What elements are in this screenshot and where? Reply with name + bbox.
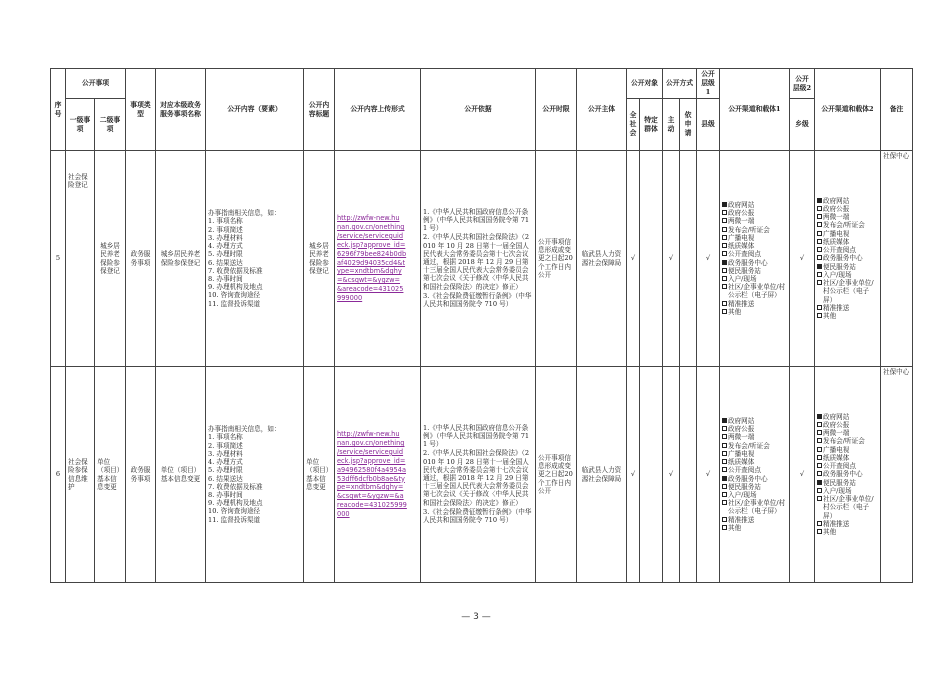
row-method-apply — [680, 367, 697, 583]
content-item: 7. 收费依据及标准 — [208, 482, 263, 491]
basis-item: 3.《社会保险费征缴暂行条例》（中华人民共和国国务院令 710 号） — [423, 291, 532, 309]
row-service-name: 城乡居民养老保险参保登记 — [156, 151, 206, 367]
row-township: √ — [790, 151, 815, 367]
disclosure-table — [50, 68, 913, 583]
checkbox-icon — [817, 280, 822, 285]
checkbox-icon — [722, 467, 727, 472]
checkbox-icon — [817, 447, 822, 452]
row-seq: 6 — [51, 367, 66, 583]
content-item: 6. 结果送达 — [208, 474, 243, 483]
header-method-group: 公开方式 — [663, 69, 697, 99]
content-item: 2. 事项简述 — [208, 441, 243, 450]
channel-label: 政务服务中心 — [823, 470, 863, 479]
checkbox-icon — [722, 476, 727, 481]
link-line: http://zwfw-new.hu — [337, 430, 400, 439]
channel1-item — [722, 516, 787, 524]
row-seq: 5 — [51, 151, 66, 367]
channel2-item — [817, 528, 878, 536]
checkbox-icon — [817, 488, 822, 493]
channel-label: 广播电视 — [823, 229, 850, 238]
checkbox-icon — [722, 235, 727, 240]
checkbox-icon — [722, 227, 727, 232]
channel-label: 入户/现场 — [728, 490, 757, 499]
link-line: http://zwfw-new.hu — [337, 214, 400, 223]
channel1-item — [722, 491, 787, 499]
channel-label: 政府公报 — [823, 204, 850, 213]
checkbox-icon — [722, 418, 727, 423]
link-line: 53dff6dcfb0b8ae&ty — [337, 474, 405, 483]
header-target-all: 全社会 — [627, 99, 640, 151]
row-target-all: √ — [627, 367, 640, 583]
channel1-政府网站 — [722, 201, 787, 209]
checkbox-icon — [817, 430, 822, 435]
row-target-specific — [640, 367, 663, 583]
channel-label: 两微一端 — [728, 433, 755, 442]
channel2-item — [817, 421, 878, 429]
header-service-name: 对应本级政务服务事项名称 — [156, 69, 206, 151]
channel-label: 政务服务中心 — [728, 258, 768, 267]
content-item: 11. 监督投诉渠道 — [208, 515, 261, 524]
checkbox-icon — [817, 521, 822, 526]
channel-label: 发布会/听证会 — [728, 441, 770, 450]
checkbox-icon — [817, 414, 822, 419]
header-target-specific: 特定群体 — [640, 99, 663, 151]
header-level2-scope-sub: 乡级 — [790, 99, 815, 151]
link-line: /service/serviceguid — [337, 231, 404, 240]
channel2-item — [817, 254, 878, 262]
row-channel2 — [815, 367, 881, 583]
row-content-title: 城乡居民养老保险参保登记 — [304, 151, 335, 367]
checkbox-icon — [722, 426, 727, 431]
channel-label: 发布会/听证会 — [823, 437, 865, 446]
row-county: √ — [697, 367, 720, 583]
row-target-all: √ — [627, 151, 640, 367]
link-line: 999000 — [337, 294, 363, 303]
row-link-cell — [335, 151, 421, 367]
checkbox-icon — [722, 260, 727, 265]
link-line: eck.jsp?approve_id= — [337, 240, 406, 249]
channel2-item — [817, 437, 878, 445]
row-level1: 社会保险参保信息维护 — [66, 367, 95, 583]
channel-label: 便民服务站 — [728, 482, 761, 491]
checkbox-icon — [817, 222, 822, 227]
checkbox-icon — [817, 264, 822, 269]
header-channel2: 公开渠道和载体2 — [815, 69, 881, 151]
content-item: 1. 事项名称 — [208, 217, 243, 226]
checkbox-icon — [817, 272, 822, 277]
row-subject: 临武县人力资源社会保障局 — [577, 151, 627, 367]
header-level2-scope: 公开层级2 — [790, 69, 815, 99]
checkbox-icon — [817, 422, 822, 427]
channel1-item — [722, 475, 787, 483]
row-basis — [421, 367, 536, 583]
channel2-item — [817, 263, 878, 271]
link-line: nan.gov.cn/onething — [337, 438, 405, 447]
row-level1: 社会保险登记 — [66, 151, 95, 367]
channel-label: 便民服务站 — [823, 262, 856, 271]
checkbox-icon — [817, 529, 822, 534]
checkbox-icon — [722, 309, 727, 314]
channel-label: 政府公报 — [728, 209, 755, 218]
content-item: 3. 办理材料 — [208, 233, 243, 242]
channel1-item — [722, 466, 787, 474]
row-remark: 社保中心 — [881, 151, 913, 367]
channel1-item — [722, 417, 787, 425]
channel2-item — [817, 520, 878, 528]
checkbox-icon — [722, 484, 727, 489]
channel-label: 纸质媒体 — [728, 242, 755, 251]
content-item: 4. 办理方式 — [208, 458, 243, 467]
row-county: √ — [697, 151, 720, 367]
channel-label: 社区/企事业单位/村公示栏（电子屏） — [728, 499, 786, 516]
channel-label: 其他 — [728, 523, 742, 532]
channel1-item — [722, 499, 787, 515]
link-line: nan.gov.cn/onething — [337, 222, 405, 231]
channel-label: 纸质媒体 — [728, 458, 755, 467]
row-service-name: 单位（项目）基本信息变更 — [156, 367, 206, 583]
checkbox-icon — [722, 268, 727, 273]
service-guide-link[interactable] — [337, 430, 418, 519]
content-item: 6. 结果送达 — [208, 258, 243, 267]
channel-label: 政务服务中心 — [823, 254, 863, 263]
channel2-item — [817, 479, 878, 487]
content-item: 9. 办理机构及地点 — [208, 283, 263, 292]
channel2-item — [817, 205, 878, 213]
channel-label: 两微一端 — [823, 213, 850, 222]
header-item-type: 事项类型 — [126, 69, 156, 151]
header-target-group: 公开对象 — [627, 69, 663, 99]
channel-label: 公开查阅点 — [728, 466, 761, 475]
channel1-item — [722, 450, 787, 458]
content-item: 8. 办事时间 — [208, 274, 243, 283]
link-line: ype=xndtbm&dghy — [337, 267, 402, 276]
content-item: 10. 咨询查询途径 — [208, 507, 261, 516]
checkbox-icon — [722, 517, 727, 522]
channel-label: 便民服务站 — [728, 266, 761, 275]
checkbox-icon — [817, 206, 822, 211]
content-item: 2. 事项简述 — [208, 225, 243, 234]
channel2-item — [817, 495, 878, 520]
checkbox-icon — [722, 210, 727, 215]
channel-label: 政府公报 — [823, 420, 850, 429]
basis-item: 1.《中华人民共和国政府信息公开条例》（中华人民共和国国务院令第 711 号） — [423, 207, 530, 233]
header-remark: 备注 — [881, 69, 913, 151]
content-intro: 办事指南相关信息，如： — [208, 209, 281, 218]
channel-label: 公开查阅点 — [728, 250, 761, 259]
link-line: a94962580f4a4954a — [337, 465, 406, 474]
checkbox-icon — [817, 471, 822, 476]
channel1-item — [722, 267, 787, 275]
checkbox-icon — [722, 202, 727, 207]
link-line: =&csqwt=&ygzw= — [337, 276, 401, 285]
channel-label: 其他 — [823, 528, 837, 537]
channel1-item — [722, 308, 787, 316]
content-item: 8. 办事时间 — [208, 490, 243, 499]
channel-label: 两微一端 — [728, 217, 755, 226]
link-line: /service/serviceguid — [337, 447, 404, 456]
row-level2: 城乡居民养老保险参保登记 — [95, 151, 126, 367]
channel1-item — [722, 283, 787, 299]
checkbox-icon — [817, 247, 822, 252]
channel-label: 社区/企事业单位/村公示栏（电子屏） — [728, 283, 786, 300]
row-content — [206, 367, 304, 583]
link-line: reacode=431025999 — [337, 501, 407, 510]
checkbox-icon — [722, 459, 727, 464]
checkbox-icon — [722, 301, 727, 306]
checkbox-icon — [722, 451, 727, 456]
channel-label: 入户/现场 — [823, 270, 852, 279]
header-seq: 序号 — [51, 69, 66, 151]
content-item: 5. 办理时限 — [208, 466, 243, 475]
channel-label: 入户/现场 — [728, 274, 757, 283]
header-method-active: 主动 — [663, 99, 680, 151]
content-intro: 办事指南相关信息，如： — [208, 425, 281, 434]
channel-label: 政府网站 — [823, 196, 850, 205]
header-content: 公开内容（要素） — [206, 69, 304, 151]
checkbox-icon — [722, 443, 727, 448]
content-item: 10. 咨询查询途径 — [208, 291, 261, 300]
header-level1-scope-sub: 县级 — [697, 99, 720, 151]
row-item-type: 政务服务事项 — [126, 151, 156, 367]
channel-label: 入户/现场 — [823, 486, 852, 495]
channel-label: 社区/企事业单位/村公示栏（电子屏） — [823, 279, 874, 304]
channel-label: 广播电视 — [728, 449, 755, 458]
channel1-item — [722, 483, 787, 491]
content-item: 5. 办理时限 — [208, 250, 243, 259]
header-level2: 二级事项 — [95, 99, 126, 151]
checkbox-icon — [817, 239, 822, 244]
checkbox-icon — [722, 218, 727, 223]
channel-label: 公开查阅点 — [823, 246, 856, 255]
header-subject: 公开主体 — [577, 69, 627, 151]
header-items-group: 公开事项 — [66, 69, 126, 99]
channel1-item — [722, 250, 787, 258]
channel1-item — [722, 300, 787, 308]
table-row — [51, 151, 913, 367]
header-basis: 公开依据 — [421, 69, 536, 151]
content-item: 7. 收费依据及标准 — [208, 266, 263, 275]
row-content — [206, 151, 304, 367]
channel-label: 政府公报 — [728, 425, 755, 434]
service-guide-link[interactable] — [337, 214, 418, 303]
link-line: pe=xndtbm&dghy= — [337, 483, 404, 492]
checkbox-icon — [817, 198, 822, 203]
channel-label: 公开查阅点 — [823, 462, 856, 471]
row-link-cell — [335, 367, 421, 583]
header-content-title: 公开内容标题 — [304, 69, 335, 151]
channel-label: 广播电视 — [728, 233, 755, 242]
checkbox-icon — [722, 500, 727, 505]
channel2-item — [817, 454, 878, 462]
checkbox-icon — [817, 463, 822, 468]
checkbox-icon — [817, 313, 822, 318]
channel-label: 精准推送 — [823, 519, 850, 528]
channel1-item — [722, 217, 787, 225]
row-target-specific — [640, 151, 663, 367]
channel-label: 政府网站 — [823, 412, 850, 421]
channel-label: 便民服务站 — [823, 478, 856, 487]
header-channel1: 公开渠道和载体1 — [720, 69, 790, 151]
channel2-item — [817, 470, 878, 478]
checkbox-icon — [722, 243, 727, 248]
channel-label: 政府网站 — [728, 200, 755, 209]
checkbox-icon — [817, 214, 822, 219]
header-time-limit: 公开时限 — [536, 69, 577, 151]
channel1-item — [722, 234, 787, 242]
content-item: 9. 办理机构及地点 — [208, 499, 263, 508]
channel-label: 政务服务中心 — [728, 474, 768, 483]
channel1-item — [722, 275, 787, 283]
checkbox-icon — [722, 284, 727, 289]
checkbox-icon — [817, 255, 822, 260]
channel-label: 精准推送 — [728, 299, 755, 308]
content-item: 4. 办理方式 — [208, 242, 243, 251]
row-subject: 临武县人力资源社会保障局 — [577, 367, 627, 583]
channel-label: 社区/企事业单位/村公示栏（电子屏） — [823, 495, 874, 520]
checkbox-icon — [722, 251, 727, 256]
checkbox-icon — [817, 480, 822, 485]
row-method-active: √ — [663, 151, 680, 367]
link-line: af4029d94035cd4&t — [337, 258, 406, 267]
row-method-apply — [680, 151, 697, 367]
channel-label: 其他 — [728, 307, 742, 316]
checkbox-icon — [722, 525, 727, 530]
basis-item: 3.《社会保险费征缴暂行条例》（中华人民共和国国务院令 710 号） — [423, 507, 532, 525]
checkbox-icon — [817, 438, 822, 443]
channel1-item — [722, 433, 787, 441]
channel-label: 发布会/听证会 — [823, 221, 865, 230]
row-township: √ — [790, 367, 815, 583]
channel2-item — [817, 312, 878, 320]
channel2-item — [817, 230, 878, 238]
channel-label: 其他 — [823, 312, 837, 321]
checkbox-icon — [722, 492, 727, 497]
channel2-item — [817, 221, 878, 229]
channel2-item — [817, 238, 878, 246]
link-line: eck.jsp?approve_id= — [337, 456, 406, 465]
row-time-limit: 公开事项信息形成或变更之日起20个工作日内公开 — [536, 151, 577, 367]
basis-item: 2.《中华人民共和国社会保险法》（2010 年 10 月 28 日第十一届全国人民代表大会常务委员会第十七次会议通过，根据 2018 年 12 月 29 日第十三届全国人民代表大会常务委员会第七次会议《关于修改〈中华人民共和国社会保险法〉的决定》修正） — [423, 233, 530, 291]
link-line: &areacode=431025 — [337, 285, 404, 294]
basis-item: 1.《中华人民共和国政府信息公开条例》（中华人民共和国国务院令第 711 号） — [423, 423, 530, 449]
channel2-item — [817, 446, 878, 454]
checkbox-icon — [817, 496, 822, 501]
channel1-item — [722, 524, 787, 532]
row-channel1 — [720, 367, 790, 583]
table-row — [51, 367, 913, 583]
channel-label: 精准推送 — [728, 515, 755, 524]
channel2-item — [817, 279, 878, 304]
channel2-item — [817, 413, 878, 421]
row-time-limit: 公开事项信息形成或变更之日起20个工作日内公开 — [536, 367, 577, 583]
row-channel2 — [815, 151, 881, 367]
checkbox-icon — [817, 231, 822, 236]
header-level1: 一级事项 — [66, 99, 95, 151]
header-level1-scope: 公开层级1 — [697, 69, 720, 99]
channel-label: 两微一端 — [823, 429, 850, 438]
row-level2: 单位（项目）基本信息变更 — [95, 367, 126, 583]
page-number: — 3 — — [461, 612, 491, 622]
content-item: 1. 事项名称 — [208, 433, 243, 442]
link-line: 6296f79bee824b0db — [337, 249, 407, 258]
checkbox-icon — [722, 434, 727, 439]
row-item-type: 政务服务事项 — [126, 367, 156, 583]
header-upload-form: 公开内容上传形式 — [335, 69, 421, 151]
checkbox-icon — [722, 276, 727, 281]
row-remark: 社保中心 — [881, 367, 913, 583]
link-line: &csqwt=&ygzw=&a — [337, 492, 404, 501]
basis-item: 2.《中华人民共和国社会保险法》（2010 年 10 月 28 日第十一届全国人民代表大会常务委员会第十七次会议通过，根据 2018 年 12 月 29 日第十三届全国人民代表大会常务委员会第七次会议《关于修改〈中华人民共和国社会保险法〉的决定》修正） — [423, 449, 530, 507]
channel-label: 广播电视 — [823, 445, 850, 454]
row-basis — [421, 151, 536, 367]
checkbox-icon — [817, 455, 822, 460]
content-item: 3. 办理材料 — [208, 449, 243, 458]
header-method-apply: 依申请 — [680, 99, 697, 151]
channel-label: 精准推送 — [823, 303, 850, 312]
row-method-active: √ — [663, 367, 680, 583]
channel2-item — [817, 271, 878, 279]
channel2-item — [817, 197, 878, 205]
checkbox-icon — [817, 305, 822, 310]
channel1-item — [722, 442, 787, 450]
row-content-title: 单位（项目）基本信息变更 — [304, 367, 335, 583]
channel-label: 纸质媒体 — [823, 237, 850, 246]
channel-label: 纸质媒体 — [823, 453, 850, 462]
content-item: 11. 监督投诉渠道 — [208, 299, 261, 308]
channel1-item — [722, 259, 787, 267]
channel-label: 政府网站 — [728, 416, 755, 425]
channel1-item — [722, 226, 787, 234]
channel-label: 发布会/听证会 — [728, 225, 770, 234]
link-line: 000 — [337, 510, 350, 519]
row-channel1 — [720, 151, 790, 367]
channel2-item — [817, 304, 878, 312]
channel2-item — [817, 487, 878, 495]
